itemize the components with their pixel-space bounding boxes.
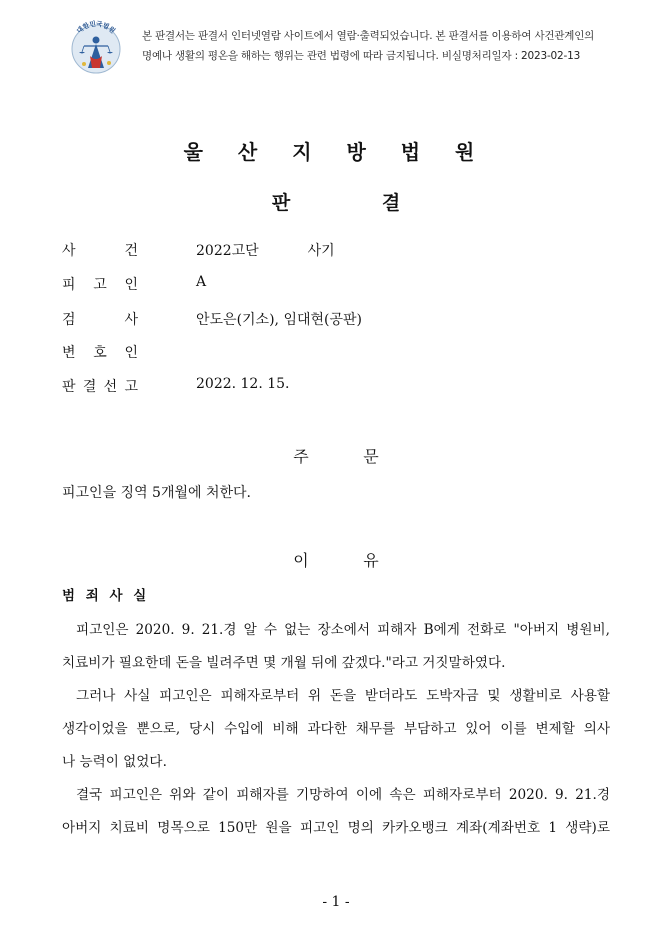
verdict-title	[0, 188, 672, 215]
judgment-date-value: 2022. 12. 15.	[196, 376, 290, 392]
case-label: 사 건	[62, 243, 138, 259]
paragraph	[62, 779, 610, 845]
court-emblem-logo	[66, 18, 126, 78]
prosecutor-label: 검 사	[62, 312, 138, 328]
text-line: 나 능력이 없었다.	[62, 754, 167, 770]
emblem-text: 대한민국법원	[75, 19, 117, 35]
prosecutor-value: 안도은(기소), 임대현(공판)	[196, 312, 362, 328]
text-line: 생각이었을 뿐으로, 당시 수입에 비해 과다한 채무를 부담하고 있어 이를 변제할 의사	[62, 721, 610, 737]
court-name: 울 산 지 방 법 원	[183, 140, 489, 164]
reason-heading: 이 유	[293, 551, 379, 570]
text-line: 아버지 치료비 명목으로 150만 원을 피고인 명의 카카오뱅크 계좌(계좌번호 1 생략)로	[62, 820, 610, 836]
verdict-title-char: 결	[381, 192, 401, 214]
crime-facts-body	[62, 614, 610, 845]
page-number: - 1 -	[322, 894, 350, 910]
counsel-label: 변 호 인	[62, 345, 138, 361]
order-heading: 주 문	[293, 447, 379, 466]
crime-facts-heading: 범 죄 사 실	[62, 588, 150, 604]
text-line: 결국 피고인은 위와 같이 피해자를 기망하여 이에 속은 피해자로부터 2020. 9. 21.경	[76, 787, 610, 803]
disclosure-notice	[142, 26, 642, 66]
case-value: 2022고단 사기	[196, 243, 335, 259]
judgment-date-label: 판 결 선 고	[62, 379, 138, 395]
text-line: 피고인은 2020. 9. 21.경 알 수 없는 장소에서 피해자 B에게 전화로 "아버지 병원비,	[76, 622, 610, 638]
order-text: 피고인을 징역 5개월에 처한다.	[62, 485, 251, 501]
text-line: 치료비가 필요한데 돈을 빌려주면 몇 개월 뒤에 갚겠다."라고 거짓말하였다.	[62, 655, 506, 671]
notice-line-2: 명예나 생활의 평온을 해하는 행위는 관련 법령에 따라 금지됩니다. 비실명처리일자 : 2023-02-13	[142, 50, 581, 62]
defendant-label: 피 고 인	[62, 277, 138, 293]
paragraph	[62, 680, 610, 779]
verdict-title-char: 판	[271, 192, 291, 214]
paragraph	[62, 614, 610, 680]
notice-line-1: 본 판결서는 판결서 인터넷열람 사이트에서 열람·출력되었습니다. 본 판결서를 이용하여 사건관계인의	[142, 30, 595, 42]
text-line: 그러나 사실 피고인은 피해자로부터 위 돈을 받더라도 도박자금 및 생활비로 사용할	[76, 688, 610, 704]
defendant-value: A	[196, 274, 207, 290]
